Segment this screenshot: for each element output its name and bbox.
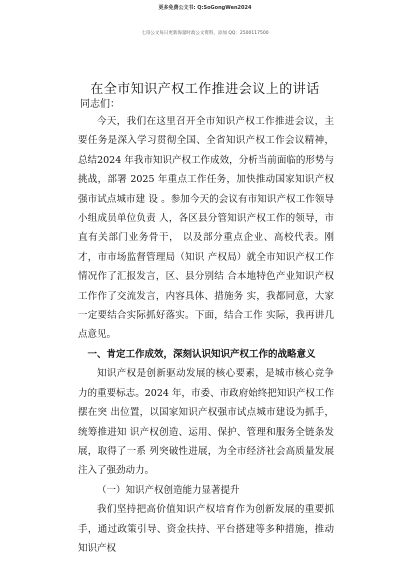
document-title: 在全市知识产权工作推进会议上的讲话 <box>90 82 320 97</box>
sub-banner: 七哥公文每日更新海量时政公文资料，添加 QQ：2500117500 <box>141 31 269 36</box>
greeting: 同志们： <box>80 99 120 110</box>
document-body <box>78 112 334 558</box>
paragraph: 今天，我们在这里召开全市知识产权工作推进会议，主要任务是深入学习贯彻全国、全省知识产权工作会议精神，总结2024 年我市知识产权工作成效，分析当前面临的形势与挑战，部署 2025 年重点工作任务，加快推动国家知识产权强市试点城市建 设 。参加今天的会议有市知识产权工作领导小组成员单位负责 人，各区县分管知识产权工作的领导，市直有关部门业务骨干， 以及部分重点企业、高校代表。刚才，市市场监督管理局（知识 产权局）就全市知识产权工作情况作了汇报发言，区、县分别结 合本地特色产业知识产权工作作了交流发言，内容具体、措施务 实，我都同意，大家一定要结合实际抓好落实。下面，结合工作 实际，我再讲几点意见。 <box>78 116 334 341</box>
top-banner: 更多免费公文书: Q:SoGongWen2024 <box>158 5 252 11</box>
sub-section-heading: （一）知识产权创造能力显著提升 <box>97 484 240 496</box>
section-heading: 一、肯定工作成效，深刻认识知识产权工作的战略意义 <box>87 348 316 360</box>
paragraph: 我们坚持把高价值知识产权培育作为创新发展的重要抓手，通过政策引导、资金扶持、平台搭建等多种措施，推动知识产权 <box>78 504 334 554</box>
paragraph: 知识产权是创新驱动发展的核心要素，是城市核心竞争力的重要标志。2024 年，市委、市政府始终把知识产权工作摆在突 出位置，以国家知识产权强市试点城市建设为抓手，统筹推进知 识产权创造、运用、保护、管理和服务全链条发展，取得了一系 列突破性进展，为全市经济社会高质量发展注入了强劲动力。 <box>78 368 334 477</box>
